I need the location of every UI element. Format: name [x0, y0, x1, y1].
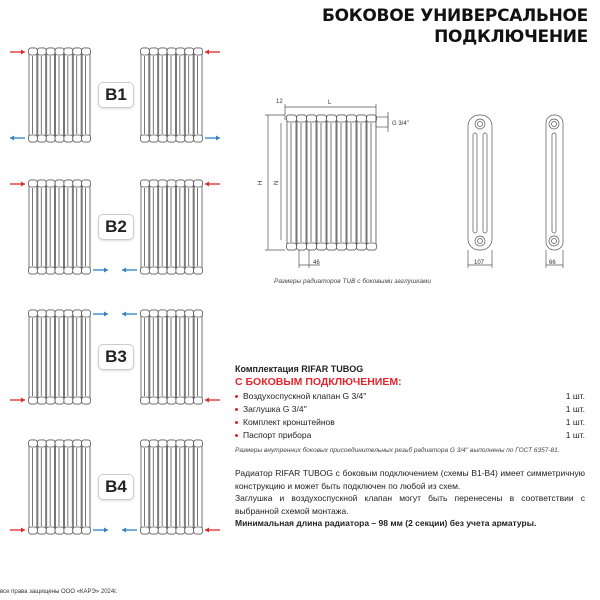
kit-item-qty: 1 шт. — [565, 417, 585, 427]
kit-heading: Комплектация RIFAR TUBOG — [235, 364, 364, 374]
dim-66: 66 — [549, 260, 556, 266]
radiator-icon — [141, 48, 203, 142]
radiator-icon — [29, 440, 91, 534]
kit-item — [235, 430, 585, 443]
kit-item — [235, 417, 585, 430]
kit-item-name: Воздухоспускной клапан G 3/4'' — [243, 391, 367, 401]
radiator-icon — [29, 180, 91, 274]
return-arrow-icon — [93, 528, 108, 533]
return-arrow-icon — [122, 268, 137, 273]
kit-item-qty: 1 шт. — [565, 391, 585, 401]
kit-item — [235, 404, 585, 417]
description-p2: Заглушка и воздухоспускной клапан могут быть перенесены в соответствии с выбранной схемой монтажа. — [235, 493, 585, 516]
dim-L: L — [328, 100, 332, 106]
radiator-icon — [141, 440, 203, 534]
kit-item-qty: 1 шт. — [565, 430, 585, 440]
kit-item-qty: 1 шт. — [565, 404, 585, 414]
dim-12: 12 — [276, 99, 283, 105]
scheme-label-b1: B1 — [98, 82, 134, 108]
scheme-label-b4: B4 — [98, 474, 134, 500]
dim-thread: G 3/4'' — [392, 121, 409, 127]
supply-arrow-icon — [205, 398, 220, 403]
return-arrow-icon — [93, 312, 108, 317]
kit-section — [235, 364, 585, 454]
radiator-icon — [141, 180, 203, 274]
kit-note: Размеры внутренних боковых присоединительных резьб радиатора G 3/4'' выполнены по ГОСТ 6357-81. — [235, 447, 560, 454]
kit-item-name: Заглушка G 3/4'' — [243, 404, 307, 414]
drawing-caption: Размеры радиаторов TUB с боковыми заглушками — [274, 278, 432, 285]
supply-arrow-icon — [10, 528, 25, 533]
return-arrow-icon — [122, 528, 137, 533]
scheme-label-b3: B3 — [98, 344, 134, 370]
description-p1: Радиатор RIFAR TUBOG с боковым подключением (схемы B1-B4) имеет симметричную конструкцию и может быть подключен по любой из схем. — [235, 468, 585, 491]
description-p3: Минимальная длина радиатора – 98 мм (2 секции) без учета арматуры. — [235, 518, 537, 528]
return-arrow-icon — [122, 312, 137, 317]
dim-H: H — [258, 180, 264, 185]
kit-item-name: Паспорт прибора — [243, 430, 312, 440]
dim-46: 46 — [313, 260, 320, 266]
supply-arrow-icon — [10, 50, 25, 55]
kit-subheading: С БОКОВЫМ ПОДКЛЮЧЕНИЕМ: — [235, 376, 402, 388]
dim-107: 107 — [474, 260, 485, 266]
radiator-icon — [29, 310, 91, 404]
radiator-icon — [141, 310, 203, 404]
supply-arrow-icon — [10, 182, 25, 187]
dim-N: N — [274, 180, 280, 185]
return-arrow-icon — [205, 136, 220, 141]
radiator-icon — [29, 48, 91, 142]
supply-arrow-icon — [205, 50, 220, 55]
radiator-icon — [287, 115, 377, 250]
supply-arrow-icon — [205, 528, 220, 533]
description — [235, 467, 585, 530]
supply-arrow-icon — [205, 182, 220, 187]
return-arrow-icon — [93, 268, 108, 273]
return-arrow-icon — [10, 136, 25, 141]
kit-item — [235, 391, 585, 404]
page-title: БОКОВОЕ УНИВЕРСАЛЬНОЕ ПОДКЛЮЧЕНИЕ — [322, 6, 588, 47]
scheme-label-b2: B2 — [98, 214, 134, 240]
kit-item-name: Комплект кронштейнов — [243, 417, 335, 427]
dimension-drawing — [240, 90, 600, 290]
copyright-footer: все права защищены ООО «КАРЭ» 2024г. — [0, 589, 118, 595]
supply-arrow-icon — [10, 398, 25, 403]
